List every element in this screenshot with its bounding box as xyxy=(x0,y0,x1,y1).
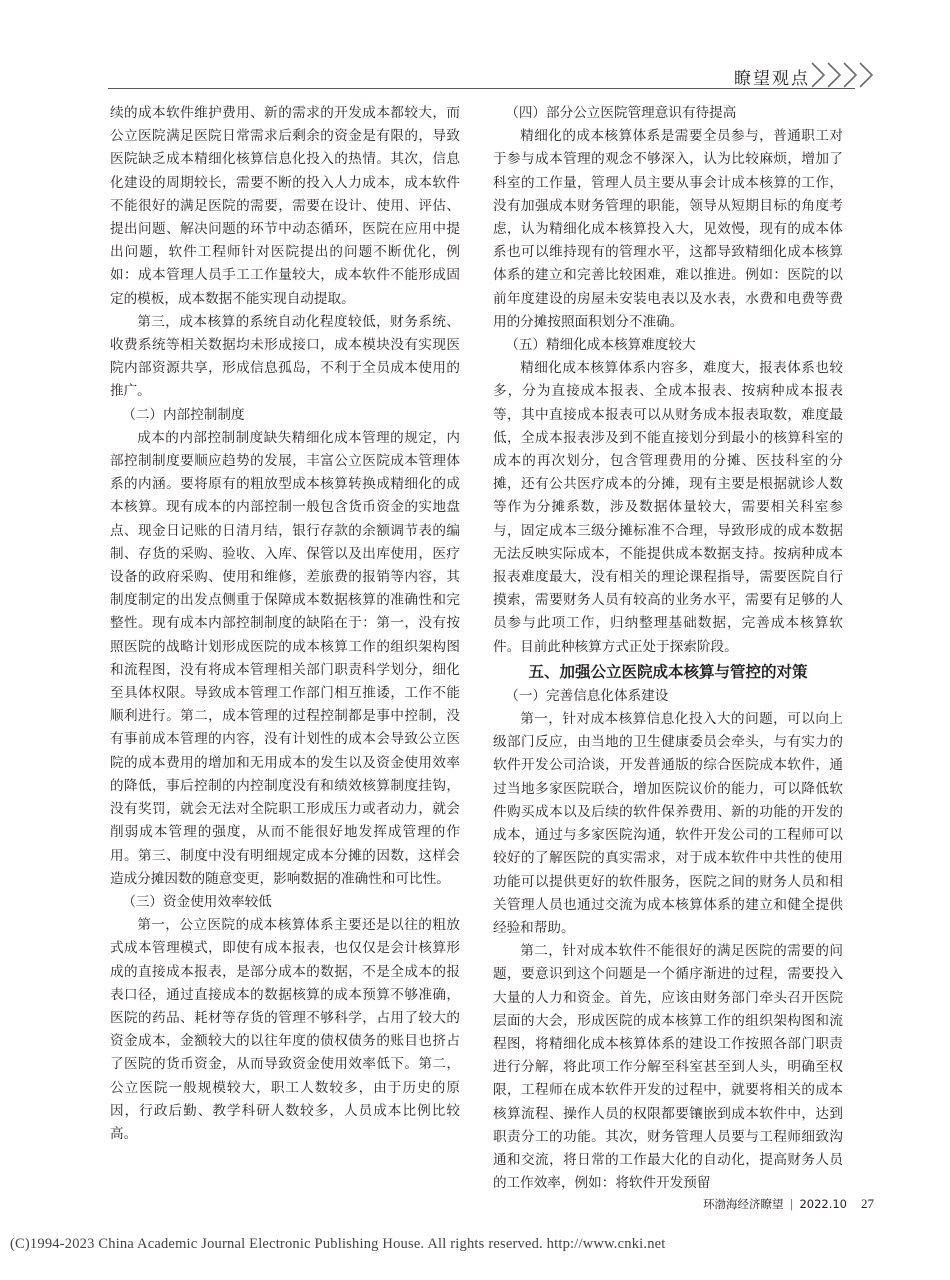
journal-name: 环渤海经济瞭望 xyxy=(703,1197,784,1211)
page-number: 27 xyxy=(861,1196,874,1211)
section-title: 瞭望观点 xyxy=(734,69,810,89)
left-column xyxy=(110,102,460,1146)
issue-number: 2022.10 xyxy=(799,1197,847,1211)
page-footer: 环渤海经济瞭望 | 2022.10 27 xyxy=(703,1196,874,1211)
subsection-title: （四）部分公立医院管理意识有待提高 xyxy=(505,105,737,121)
section-heading: 五、加强公立医院成本核算与管控的对策 xyxy=(528,662,808,681)
subsection-title: （二）内部控制制度 xyxy=(122,406,245,423)
header-rule xyxy=(108,88,855,89)
paragraph: 精细化成本核算体系内容多，难度大，报表体系也较多，分为直接成本报表、全成本报表、按病种成本报表等，其中直接成本报表可以从财务成本报表取数，难度最低，全成本报表涉及到不能直接划分到最小的核算科室的成本的再次划分，包含管理费用的分摊、医技科室的分摊，还有公共医疗成本的分摊，现有主要是根据就诊人数等作为分摊系数，涉及数据体量较大，需要相关科室参与，固定成本三级分摊标准不合理，导致形成的成本数据无法反映实际成本，不能提供成本数据支持。按病种成本报表难度最大，没有相关的理论课程指导，需要医院自行摸索，需要财务人员有较高的业务水平，需要有足够的人员参与此项工作，归纳整理基础数据，完善成本核算软件。目前此种核算方式正处于探索阶段。 xyxy=(493,360,843,655)
paragraph: 第三，成本核算的系统自动化程度较低，财务系统、收费系统等相关数据均未形成接口，成本模块没有实现医院内部资源共享，形成信息孤岛，不利于全员成本使用的推广。 xyxy=(110,313,460,400)
right-column xyxy=(493,102,843,1195)
subsection-title: （三）资金使用效率较低 xyxy=(122,893,272,910)
paragraph: 续的成本软件维护费用、新的需求的开发成本都较大，而公立医院满足医院日常需求后剩余的资金是有限的，导致医院缺乏成本精细化核算信息化投入的热情。其次，信息化建设的周期较长，需要不断的投入人力成本，成本软件不能很好的满足医院的需要，需要在设计、使用、评估、提出问题、解决问题的环节中动态循环，医院在应用中提出问题，软件工程师针对医院提出的问题不断优化，例如：成本管理人员手工工作量较大，成本软件不能形成固定的模板，成本数据不能实现自动提取。 xyxy=(110,105,460,307)
paragraph: 精细化的成本核算体系是需要全员参与，普通职工对于参与成本管理的观念不够深入，认为比较麻烦，增加了科室的工作量，管理人员主要从事会计成本核算的工作，没有加强成本财务管理的职能，领导从短期目标的角度考虑，认为精细化成本核算投入大，见效慢，现有的成本体系也可以维持现有的管理水平，这都导致精细化成本核算体系的建立和完善比较困难，难以推进。例如：医院的以前年度建设的房屋未安装电表以及水表，水费和电费等费用的分摊按照面积划分不准确。 xyxy=(493,128,843,330)
paragraph: 第一，针对成本核算信息化投入大的问题，可以向上级部门反应，由当地的卫生健康委员会牵头，与有实力的软件开发公司洽谈，开发普通版的综合医院成本软件，通过当地多家医院联合，增加医院议价的能力，可以降低软件购买成本以及后续的软件保养费用、新的功能的开发的成本，通过与多家医院沟通，软件开发公司的工程师可以较好的了解医院的真实需求，对于成本软件中共性的使用功能可以提供更好的软件服务，医院之间的财务人员和相关管理人员也通过交流为成本核算体系的建立和健全提供经验和帮助。 xyxy=(493,711,843,936)
chevron-right-icon xyxy=(808,60,886,90)
copyright-notice: (C)1994-2023 China Academic Journal Electronic Publishing House. All rights reserved. http://www.cnki.net xyxy=(10,1236,666,1252)
paragraph: 第一，公立医院的成本核算体系主要还是以往的粗放式成本管理模式，即使有成本报表，也仅仅是会计核算形成的直接成本报表，是部分成本的数据，不是全成本的报表口径，通过直接成本的数据核算的成本预算不够准确，医院的药品、耗材等存货的管理不够科学，占用了较大的资金成本，金额较大的以往年度的债权债务的账目也挤占了医院的货币资金，从而导致资金使用效率低下。第二，公立医院一般规模较大，职工人数较多，由于历史的原因，行政后勤、教学科研人数较多，人员成本比例比较高。 xyxy=(110,917,460,1142)
paragraph: 成本的内部控制制度缺失精细化成本管理的规定，内部控制制度要顺应趋势的发展，丰富公立医院成本管理体系的内涵。要将原有的粗放型成本核算转换成精细化的成本核算。现有成本的内部控制一般包含货币资金的实地盘点、现金日记账的日清月结，银行存款的余额调节表的编制、存货的采购、验收、入库、保管以及出库使用，医疗设备的政府采购、使用和维修，差旅费的报销等内容，其制度制定的出发点侧重于保障成本数据核算的准确性和完整性。现有成本内部控制制度的缺陷在于：第一，没有按照医院的战略计划形成医院的成本核算工作的组织架构图和流程图，没有将成本管理相关部门职责科学划分，细化至具体权限。导致成本管理工作部门相互推诿，工作不能顺利进行。第二，成本管理的过程控制都是事中控制，没有事前成本管理的内容，没有计划性的成本会导致公立医院的成本费用的增加和无用成本的发生以及资金使用效率的降低，事后控制的内控制度没有和绩效核算制度挂钩，没有奖罚，就会无法对全院职工形成压力或者动力，就会削弱成本管理的强度，从而不能很好地发挥成管理的作用。第三、制度中没有明细规定成本分摊的因数，这样会造成分摊因数的随意变更，影响数据的准确性和可比性。 xyxy=(110,429,460,887)
paragraph: 第二，针对成本软件不能很好的满足医院的需要的问题，要意识到这个问题是一个循序渐进的过程，需要投入大量的人力和资金。首先，应该由财务部门牵头召开医院层面的大会，形成医院的成本核算工作的组织架构图和流程图，将精细化成本核算体系的建设工作按照各部门职责进行分解，将此项工作分解至科室甚至到人头，明确至权限，工程师在成本软件开发的过程中，就要将相关的成本核算流程、操作人员的权限都要镶嵌到成本软件中，达到职责分工的功能。其次，财务管理人员要与工程师细致沟通和交流，将日常的工作最大化的自动化，提高财务人员的工作效率，例如：将软件开发预留 xyxy=(493,943,843,1192)
subsection-title: （五）精细化成本核算难度较大 xyxy=(505,337,696,354)
subsection-title: （一）完善信息化体系建设 xyxy=(505,687,669,704)
